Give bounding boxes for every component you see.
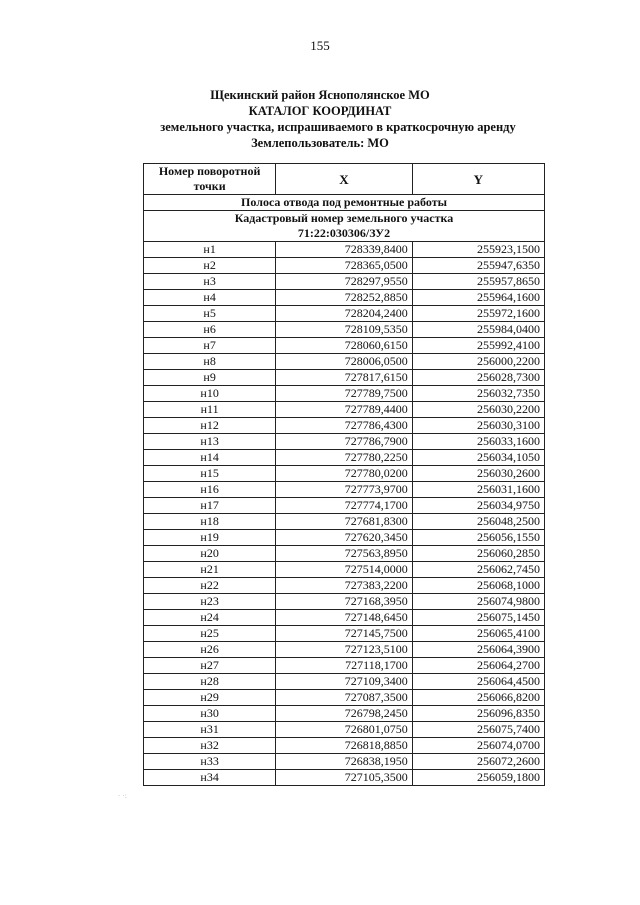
- table-row: [144, 498, 545, 514]
- point-number-cell: н1: [144, 242, 276, 258]
- table-row: [144, 242, 545, 258]
- x-coordinate-cell: 728006,0500: [276, 354, 413, 370]
- point-number-cell: н10: [144, 386, 276, 402]
- point-number-cell: н3: [144, 274, 276, 290]
- y-coordinate-cell: 256034,9750: [412, 498, 544, 514]
- x-coordinate-cell: 728252,8850: [276, 290, 413, 306]
- y-coordinate-cell: 256030,3100: [412, 418, 544, 434]
- y-coordinate-cell: 255992,4100: [412, 338, 544, 354]
- point-number-cell: н5: [144, 306, 276, 322]
- point-number-cell: н27: [144, 658, 276, 674]
- section-row: [144, 195, 545, 211]
- scan-artifact: · ·:: [118, 792, 128, 800]
- table-row: [144, 274, 545, 290]
- point-number-cell: н8: [144, 354, 276, 370]
- y-coordinate-cell: 256064,4500: [412, 674, 544, 690]
- point-number-cell: н20: [144, 546, 276, 562]
- table-body: [144, 195, 545, 786]
- x-coordinate-cell: 727123,5100: [276, 642, 413, 658]
- cadastral-row: [144, 211, 545, 242]
- point-number-cell: н17: [144, 498, 276, 514]
- table-row: [144, 482, 545, 498]
- table-row: [144, 610, 545, 626]
- x-coordinate-cell: 727383,2200: [276, 578, 413, 594]
- point-number-cell: н29: [144, 690, 276, 706]
- y-coordinate-cell: 256072,2600: [412, 754, 544, 770]
- y-coordinate-cell: 256060,2850: [412, 546, 544, 562]
- header-subject: земельного участка, испрашиваемого в краткосрочную аренду: [160, 120, 516, 134]
- table-row: [144, 642, 545, 658]
- x-coordinate-cell: 727786,7900: [276, 434, 413, 450]
- y-coordinate-cell: 255984,0400: [412, 322, 544, 338]
- x-coordinate-cell: 727773,9700: [276, 482, 413, 498]
- y-coordinate-cell: 256059,1800: [412, 770, 544, 786]
- table-row: [144, 738, 545, 754]
- x-coordinate-cell: 728204,2400: [276, 306, 413, 322]
- y-coordinate-cell: 256066,8200: [412, 690, 544, 706]
- x-coordinate-cell: 726838,1950: [276, 754, 413, 770]
- y-coordinate-cell: 256056,1550: [412, 530, 544, 546]
- cadastral-number: 71:22:030306/ЗУ2: [297, 226, 391, 240]
- table-row: [144, 434, 545, 450]
- y-coordinate-cell: 256065,4100: [412, 626, 544, 642]
- table-row: [144, 354, 545, 370]
- y-coordinate-cell: 256030,2200: [412, 402, 544, 418]
- point-number-cell: н14: [144, 450, 276, 466]
- x-coordinate-cell: 728339,8400: [276, 242, 413, 258]
- x-coordinate-cell: 727514,0000: [276, 562, 413, 578]
- table-row: [144, 722, 545, 738]
- table-row: [144, 706, 545, 722]
- table-row: [144, 290, 545, 306]
- table-row: [144, 530, 545, 546]
- point-number-cell: н32: [144, 738, 276, 754]
- x-coordinate-cell: 726818,8850: [276, 738, 413, 754]
- x-coordinate-cell: 727780,0200: [276, 466, 413, 482]
- table-row: [144, 322, 545, 338]
- column-header-point-number: Номер поворотной точки: [144, 164, 276, 195]
- x-coordinate-cell: 727789,4400: [276, 402, 413, 418]
- column-header-y: Y: [412, 164, 544, 195]
- y-coordinate-cell: 256032,7350: [412, 386, 544, 402]
- point-number-cell: н23: [144, 594, 276, 610]
- column-header-x: X: [276, 164, 413, 195]
- document-header: [0, 87, 640, 151]
- y-coordinate-cell: 256074,0700: [412, 738, 544, 754]
- table-row: [144, 546, 545, 562]
- x-coordinate-cell: 726801,0750: [276, 722, 413, 738]
- y-coordinate-cell: 256030,2600: [412, 466, 544, 482]
- x-coordinate-cell: 727817,6150: [276, 370, 413, 386]
- x-coordinate-cell: 727168,3950: [276, 594, 413, 610]
- page-number: 155: [310, 38, 330, 53]
- point-number-cell: н21: [144, 562, 276, 578]
- y-coordinate-cell: 256075,7400: [412, 722, 544, 738]
- x-coordinate-cell: 728060,6150: [276, 338, 413, 354]
- point-number-cell: н12: [144, 418, 276, 434]
- point-number-cell: н24: [144, 610, 276, 626]
- point-number-cell: н33: [144, 754, 276, 770]
- section-title: Полоса отвода под ремонтные работы: [144, 195, 545, 211]
- table-row: [144, 450, 545, 466]
- table-row: [144, 370, 545, 386]
- y-coordinate-cell: 256096,8350: [412, 706, 544, 722]
- table-row: [144, 466, 545, 482]
- x-coordinate-cell: 727681,8300: [276, 514, 413, 530]
- point-number-cell: н31: [144, 722, 276, 738]
- y-coordinate-cell: 256064,2700: [412, 658, 544, 674]
- x-coordinate-cell: 727109,3400: [276, 674, 413, 690]
- x-coordinate-cell: 727789,7500: [276, 386, 413, 402]
- point-number-cell: н13: [144, 434, 276, 450]
- table-row: [144, 594, 545, 610]
- point-number-cell: н7: [144, 338, 276, 354]
- point-number-cell: н6: [144, 322, 276, 338]
- x-coordinate-cell: 726798,2450: [276, 706, 413, 722]
- x-coordinate-cell: 727620,3450: [276, 530, 413, 546]
- table-row: [144, 690, 545, 706]
- table-row: [144, 418, 545, 434]
- y-coordinate-cell: 255957,8650: [412, 274, 544, 290]
- x-coordinate-cell: 727105,3500: [276, 770, 413, 786]
- table-row: [144, 754, 545, 770]
- y-coordinate-cell: 256048,2500: [412, 514, 544, 530]
- y-coordinate-cell: 256034,1050: [412, 450, 544, 466]
- table-header-row: [144, 164, 545, 195]
- point-number-cell: н18: [144, 514, 276, 530]
- table-row: [144, 770, 545, 786]
- header-land-user: Землепользователь: МО: [251, 136, 389, 150]
- table-row: [144, 402, 545, 418]
- table-row: [144, 626, 545, 642]
- y-coordinate-cell: 256064,3900: [412, 642, 544, 658]
- table-row: [144, 386, 545, 402]
- point-number-cell: н15: [144, 466, 276, 482]
- point-number-cell: н9: [144, 370, 276, 386]
- x-coordinate-cell: 727087,3500: [276, 690, 413, 706]
- table-row: [144, 674, 545, 690]
- table-row: [144, 514, 545, 530]
- point-number-cell: н34: [144, 770, 276, 786]
- header-district: Щекинский район Яснополянское МО: [210, 88, 430, 102]
- point-number-cell: н28: [144, 674, 276, 690]
- y-coordinate-cell: 255947,6350: [412, 258, 544, 274]
- x-coordinate-cell: 727148,6450: [276, 610, 413, 626]
- y-coordinate-cell: 256068,1000: [412, 578, 544, 594]
- x-coordinate-cell: 727145,7500: [276, 626, 413, 642]
- point-number-cell: н16: [144, 482, 276, 498]
- x-coordinate-cell: 728365,0500: [276, 258, 413, 274]
- y-coordinate-cell: 256062,7450: [412, 562, 544, 578]
- y-coordinate-cell: 256028,7300: [412, 370, 544, 386]
- point-number-cell: н2: [144, 258, 276, 274]
- x-coordinate-cell: 727786,4300: [276, 418, 413, 434]
- table-row: [144, 658, 545, 674]
- x-coordinate-cell: 727118,1700: [276, 658, 413, 674]
- header-catalog-title: КАТАЛОГ КООРДИНАТ: [248, 104, 392, 118]
- y-coordinate-cell: 256000,2200: [412, 354, 544, 370]
- x-coordinate-cell: 728297,9550: [276, 274, 413, 290]
- table-row: [144, 338, 545, 354]
- y-coordinate-cell: 255972,1600: [412, 306, 544, 322]
- point-number-cell: н30: [144, 706, 276, 722]
- table-row: [144, 258, 545, 274]
- y-coordinate-cell: 255923,1500: [412, 242, 544, 258]
- y-coordinate-cell: 255964,1600: [412, 290, 544, 306]
- point-number-cell: н25: [144, 626, 276, 642]
- y-coordinate-cell: 256074,9800: [412, 594, 544, 610]
- x-coordinate-cell: 728109,5350: [276, 322, 413, 338]
- point-number-cell: н11: [144, 402, 276, 418]
- cadastral-cell: [144, 211, 545, 242]
- x-coordinate-cell: 727563,8950: [276, 546, 413, 562]
- cadastral-label: Кадастровый номер земельного участка: [234, 211, 454, 225]
- table-row: [144, 578, 545, 594]
- point-number-cell: н19: [144, 530, 276, 546]
- x-coordinate-cell: 727780,2250: [276, 450, 413, 466]
- point-number-cell: н26: [144, 642, 276, 658]
- point-number-cell: н4: [144, 290, 276, 306]
- table-row: [144, 562, 545, 578]
- x-coordinate-cell: 727774,1700: [276, 498, 413, 514]
- coordinates-table: [143, 163, 545, 786]
- y-coordinate-cell: 256075,1450: [412, 610, 544, 626]
- table-row: [144, 306, 545, 322]
- y-coordinate-cell: 256031,1600: [412, 482, 544, 498]
- point-number-cell: н22: [144, 578, 276, 594]
- y-coordinate-cell: 256033,1600: [412, 434, 544, 450]
